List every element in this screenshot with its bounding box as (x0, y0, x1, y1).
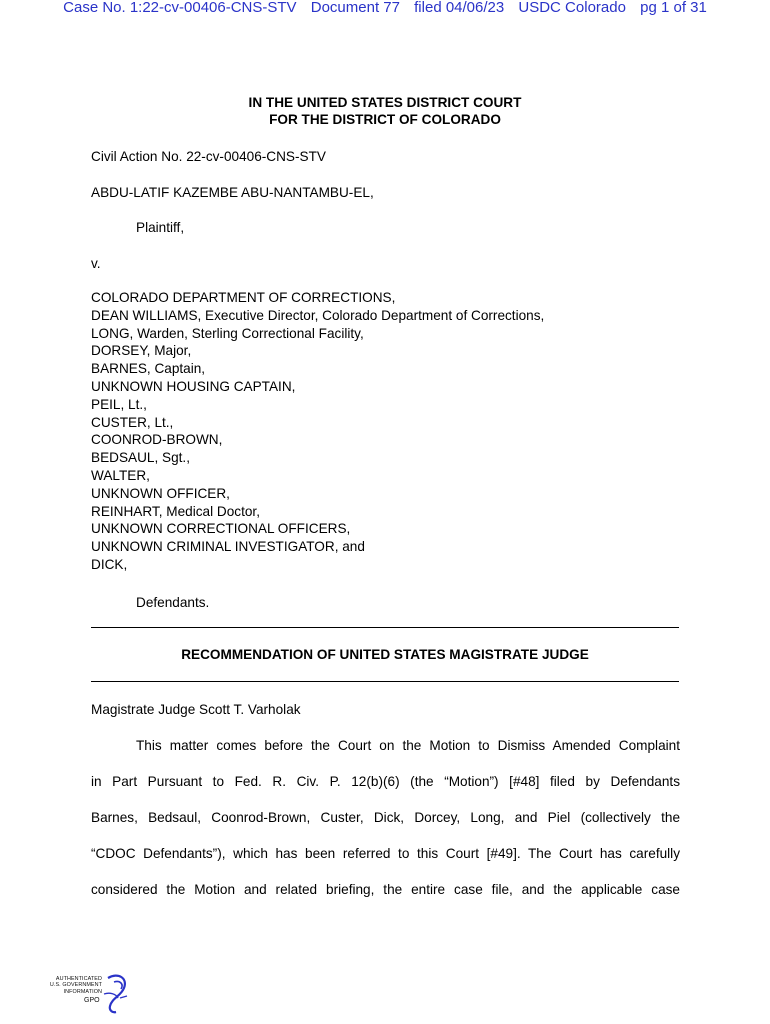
body-paragraph (91, 737, 680, 917)
filed-date: filed 04/06/23 (414, 0, 505, 16)
defendant-item: DICK, (91, 556, 128, 572)
body-line: considered the Motion and related briefing, the entire case file, and the applicable case (91, 882, 680, 897)
defendant-item: UNKNOWN CRIMINAL INVESTIGATOR, and (91, 539, 365, 555)
body-line: This matter comes before the Court on the Motion to Dismiss Amended Complaint (136, 738, 680, 753)
defendant-item: DEAN WILLIAMS, Executive Director, Colorado Department of Corrections, (91, 307, 545, 323)
divider-top (91, 627, 679, 628)
defendant-item: LONG, Warden, Sterling Correctional Facility, (91, 325, 364, 341)
page-indicator: pg 1 of 31 (640, 0, 707, 16)
defendant-item: UNKNOWN CORRECTIONAL OFFICERS, (91, 521, 351, 537)
case-number: Case No. 1:22-cv-00406-CNS-STV (63, 0, 297, 16)
plaintiff-label: Plaintiff, (136, 220, 185, 235)
court-name: USDC Colorado (518, 0, 626, 16)
divider-bottom (91, 681, 679, 682)
body-line: in Part Pursuant to Fed. R. Civ. P. 12(b)(6) (the “Motion”) [#48] filed by Defendants (91, 774, 680, 789)
defendant-item: DORSEY, Major, (91, 343, 192, 359)
court-heading-line2: FOR THE DISTRICT OF COLORADO (269, 112, 501, 127)
defendant-item: WALTER, (91, 467, 150, 483)
defendant-item: COLORADO DEPARTMENT OF CORRECTIONS, (91, 290, 396, 305)
defendants-label: Defendants. (136, 595, 210, 610)
defendants-list (91, 289, 544, 574)
body-line: Barnes, Bedsaul, Coonrod-Brown, Custer, Dick, Dorcey, Long, and Piel (collectively the (91, 810, 680, 825)
defendant-item: PEIL, Lt., (91, 396, 147, 412)
civil-action-number: Civil Action No. 22-cv-00406-CNS-STV (91, 149, 326, 164)
recommendation-title: RECOMMENDATION OF UNITED STATES MAGISTRATE JUDGE (181, 647, 589, 662)
defendant-item: COONROD-BROWN, (91, 432, 223, 448)
gpo-seal (40, 972, 132, 1016)
gpo-mark: GPO (84, 997, 100, 1004)
defendant-item: UNKNOWN OFFICER, (91, 485, 230, 501)
defendant-item: CUSTER, Lt., (91, 414, 174, 430)
body-line: “CDOC Defendants”), which has been referred to this Court [#49]. The Court has carefully (91, 846, 680, 861)
gpo-seal-text: AUTHENTICATED U.S. GOVERNMENT INFORMATION (49, 976, 102, 995)
filing-stamp (0, 0, 770, 16)
versus: v. (91, 256, 101, 271)
court-heading-line1: IN THE UNITED STATES DISTRICT COURT (248, 95, 522, 110)
defendant-item: BEDSAUL, Sgt., (91, 450, 190, 466)
judge-line: Magistrate Judge Scott T. Varholak (91, 702, 301, 717)
defendant-item: BARNES, Captain, (91, 361, 206, 377)
plaintiff-name: ABDU-LATIF KAZEMBE ABU-NANTAMBU-EL, (91, 185, 374, 200)
defendant-item: REINHART, Medical Doctor, (91, 503, 260, 519)
document-number: Document 77 (310, 0, 400, 16)
defendant-item: UNKNOWN HOUSING CAPTAIN, (91, 378, 296, 394)
court-heading (0, 94, 770, 128)
eagle-icon (100, 972, 130, 1014)
